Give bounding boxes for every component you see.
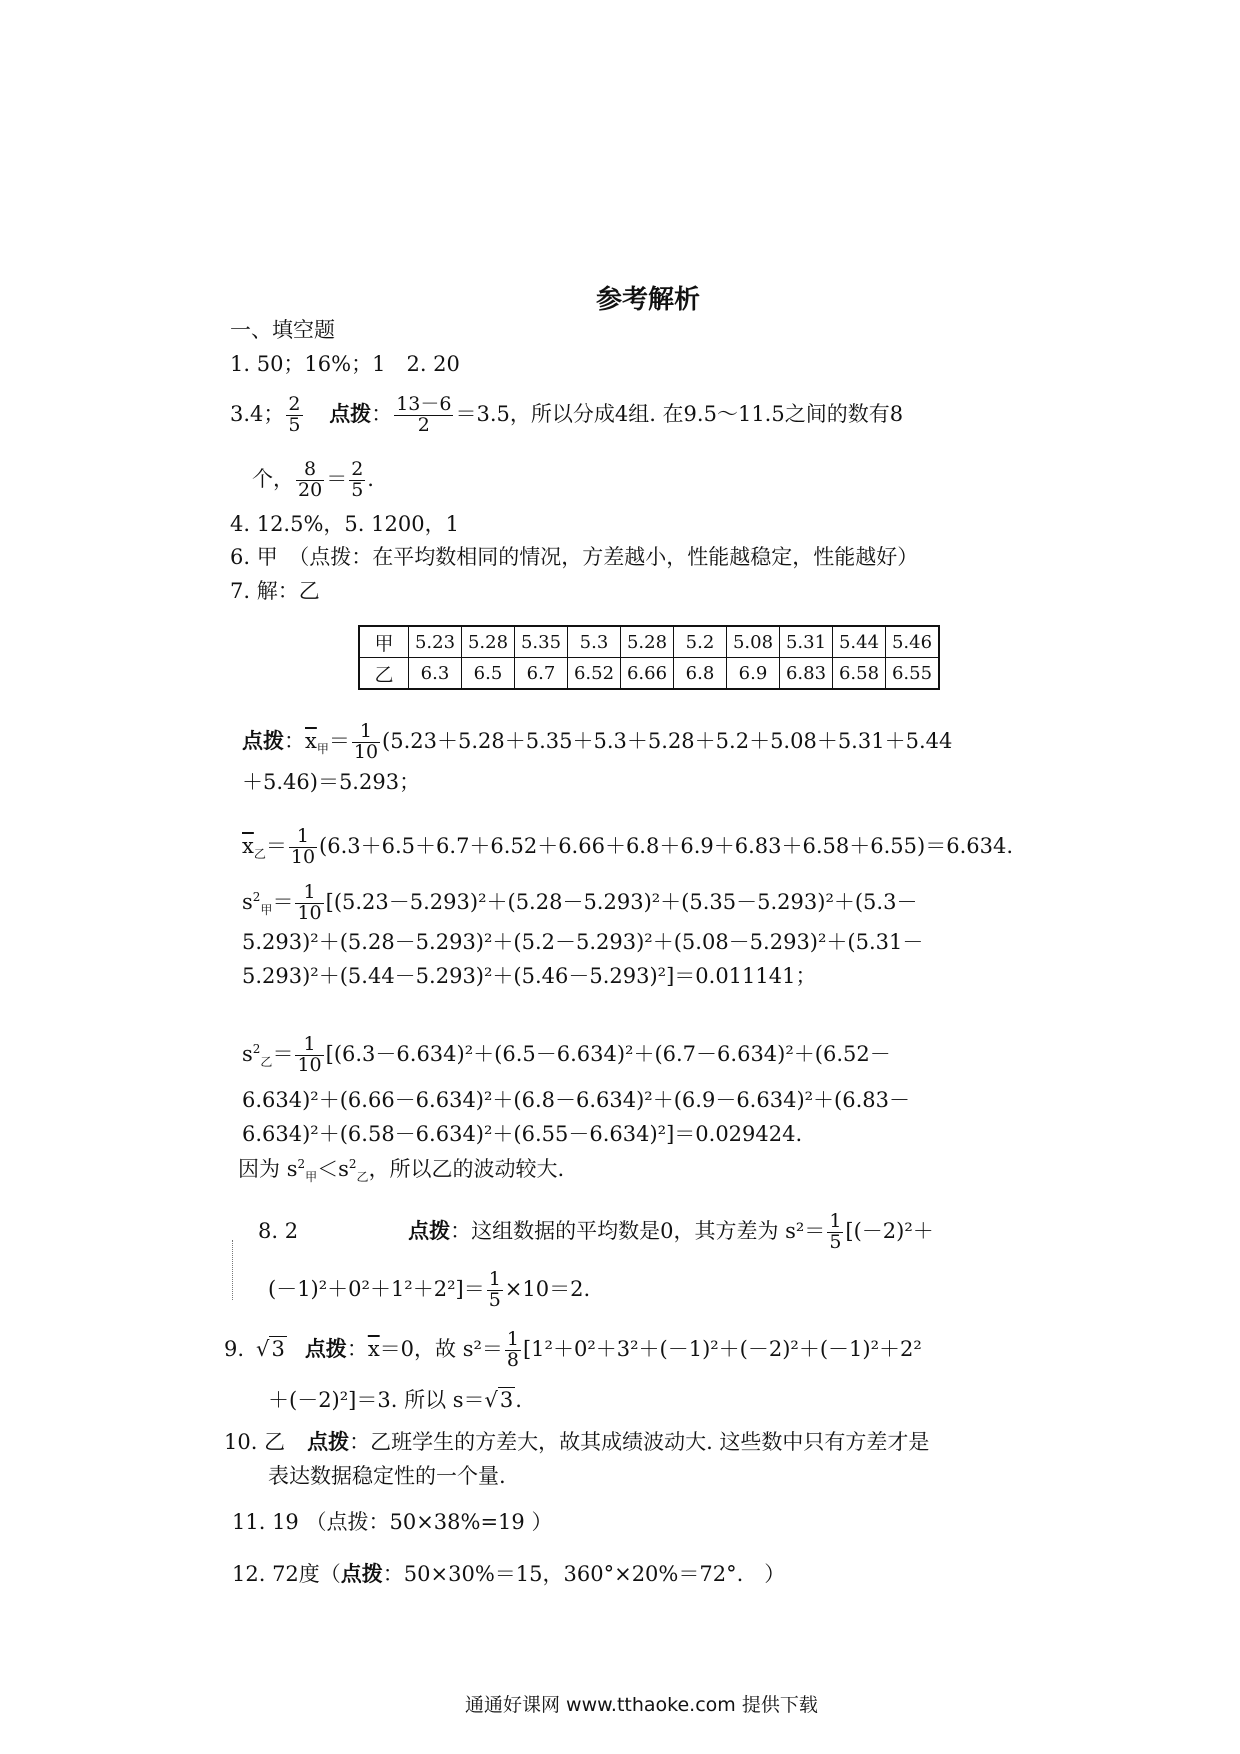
variance-jia-cont-1: 5.293)²＋(5.28－5.293)²＋(5.2－5.293)²＋(5.08－5.293)²＋(5.31－	[242, 930, 924, 954]
answer-9-cont: ＋(－2)²]＝3. 所以 s＝√3.	[268, 1388, 522, 1412]
answer-11: 11. 19 （点拨：50×38%=19 ）	[232, 1510, 553, 1534]
data-table	[358, 625, 940, 690]
mean-jia-cont: ＋5.46)＝5.293；	[242, 770, 421, 794]
answer-3-cont: 个， $\frac{8}{20}$ ＝ $\frac{2}{5}$ .	[252, 458, 374, 501]
table-row: 甲 5.23 5.28 5.35 5.3 5.28 5.2 5.08 5.31 5.44 5.46	[359, 626, 939, 658]
mean-yi: $\overline{x}_乙=$ $\frac{1}{10}$ (6.3＋6.5＋6.7＋6.52＋6.66＋6.8＋6.9＋6.83＋6.58＋6.55)＝6.634.	[242, 825, 1013, 868]
answer-7: 7. 解：乙	[230, 579, 320, 603]
table-row: 乙 6.3 6.5 6.7 6.52 6.66 6.8 6.9 6.83 6.58 6.55	[359, 658, 939, 690]
margin-mark	[232, 1240, 233, 1300]
answer-8: 8. 2 点拨：这组数据的平均数是0，其方差为 s²＝ $\frac{1}{5}$ [(－2)²＋	[258, 1210, 934, 1253]
page-title: 参考解析	[596, 285, 701, 315]
answer-10: 10. 乙 点拨：乙班学生的方差大，故其成绩波动大. 这些数中只有方差才是	[224, 1430, 930, 1454]
conclusion-7: 因为 $s^2_甲<s^2_乙$，所以乙的波动较大.	[238, 1157, 565, 1185]
variance-yi: $s^2_乙=$ $\frac{1}{10}$ [(6.3－6.634)²＋(6.5－6.634)²＋(6.7－6.634)²＋(6.52－	[242, 1033, 891, 1076]
answer-9: 9. √3 点拨：$\overline{x}=0$，故 s²＝ $\frac{1}{8}$ [1²＋0²＋3²＋(－1)²＋(－2)²＋(－1)²＋2²	[224, 1328, 922, 1371]
variance-yi-cont-1: 6.634)²＋(6.66－6.634)²＋(6.8－6.634)²＋(6.9－6.634)²＋(6.83－	[242, 1088, 910, 1112]
answer-8-cont: (－1)²＋0²＋1²＋2²]＝ $\frac{1}{5}$ ×10＝2.	[268, 1268, 591, 1311]
answer-6: 6. 甲 （点拨：在平均数相同的情况，方差越小，性能越稳定，性能越好）	[230, 545, 919, 569]
answer-12: 12. 72度（点拨：50×30%＝15，360°×20%＝72°. ）	[232, 1562, 786, 1586]
section-heading: 一、填空题	[230, 318, 335, 342]
answer-1-2: 1. 50；16%；1 2. 20	[230, 352, 460, 376]
mean-jia: 点拨：$\overline{x}_甲=$ $\frac{1}{10}$ (5.23＋5.28＋5.35＋5.3＋5.28＋5.2＋5.08＋5.31＋5.44	[242, 720, 953, 763]
variance-yi-cont-2: 6.634)²＋(6.58－6.634)²＋(6.55－6.634)²]＝0.029424.	[242, 1122, 803, 1146]
answer-4-5: 4. 12.5%，5. 1200，1	[230, 512, 459, 536]
answer-3: 3.4； $\frac{2}{5}$ 点拨： $\frac{13-6}{2}$ ＝3.5，所以分成4组. 在9.5～11.5之间的数有8	[230, 393, 904, 436]
variance-jia: $s^2_甲=$ $\frac{1}{10}$ [(5.23－5.293)²＋(5.28－5.293)²＋(5.35－5.293)²＋(5.3－	[242, 881, 918, 924]
variance-jia-cont-2: 5.293)²＋(5.44－5.293)²＋(5.46－5.293)²]＝0.011141；	[242, 964, 817, 988]
answer-10-cont: 表达数据稳定性的一个量.	[268, 1464, 506, 1488]
footer-credit: 通通好课网 www.tthaoke.com 提供下载	[465, 1694, 818, 1716]
